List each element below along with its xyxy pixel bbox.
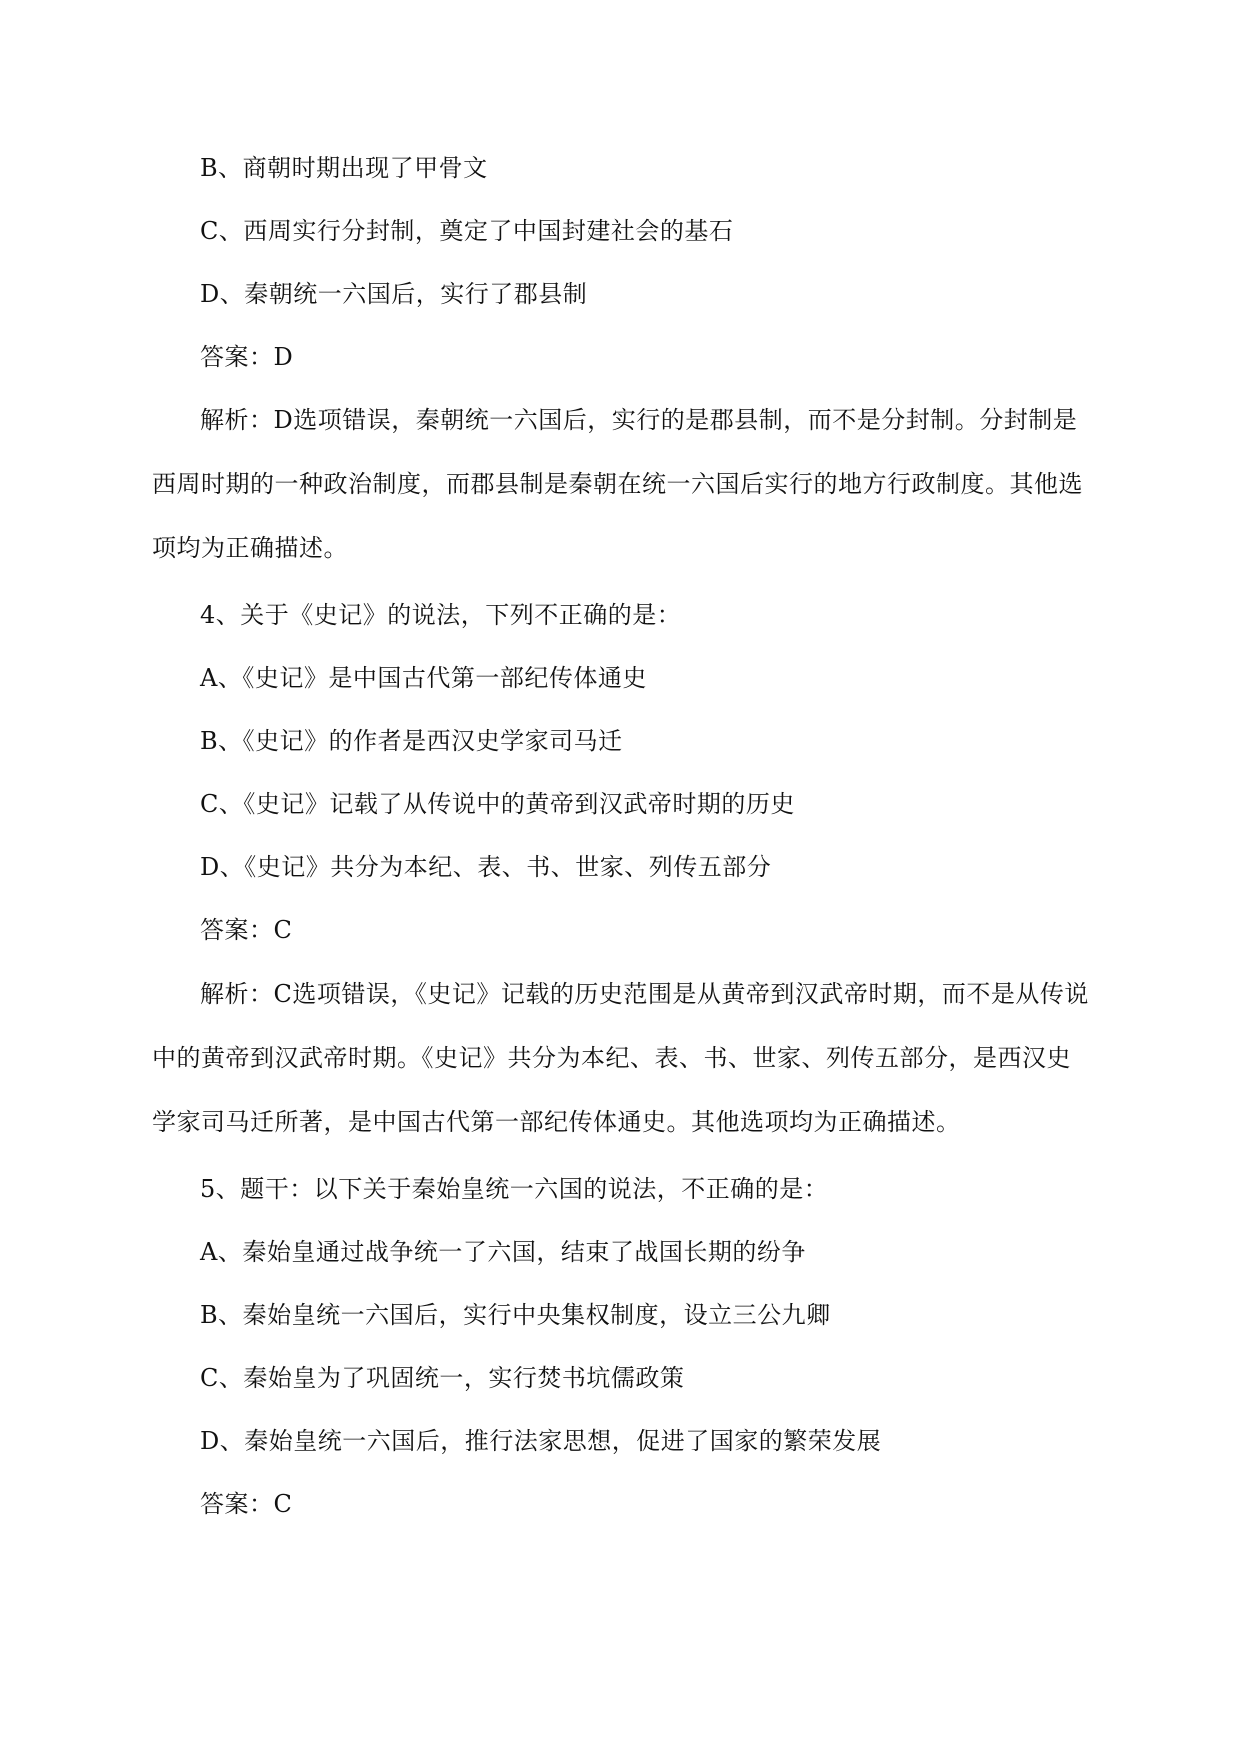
q3-option-d: D、秦朝统一六国后，实行了郡县制 <box>200 280 588 308</box>
q3-analysis: 解析：D选项错误，秦朝统一六国后，实行的是郡县制，而不是分封制。分封制是西周时期的一种政治制度，而郡县制是秦朝在统一六国后实行的地方行政制度。其他选项均为正确描述。 <box>152 406 1083 562</box>
q5-option-a: A、秦始皇通过战争统一了六国，结束了战国长期的纷争 <box>200 1238 806 1266</box>
q5-option-c: C、秦始皇为了巩固统一，实行焚书坑儒政策 <box>200 1364 685 1392</box>
q5-answer: 答案：C <box>200 1490 293 1518</box>
q3-option-c: C、西周实行分封制，奠定了中国封建社会的基石 <box>200 217 734 245</box>
q4-option-a: A、《史记》是中国古代第一部纪传体通史 <box>200 664 647 692</box>
q5-option-d: D、秦始皇统一六国后，推行法家思想，促进了国家的繁荣发展 <box>200 1427 882 1455</box>
q5-stem: 5、题干：以下关于秦始皇统一六国的说法，不正确的是： <box>200 1175 829 1203</box>
q5-option-b: B、秦始皇统一六国后，实行中央集权制度，设立三公九卿 <box>200 1301 831 1329</box>
q4-analysis: 解析：C选项错误，《史记》记载的历史范围是从黄帝到汉武帝时期，而不是从传说中的黄帝到汉武帝时期。《史记》共分为本纪、表、书、世家、列传五部分，是西汉史学家司马迁所著，是中国古代第一部纪传体通史。其他选项均为正确描述。 <box>152 980 1089 1136</box>
q4-option-b: B、《史记》的作者是西汉史学家司马迁 <box>200 727 623 755</box>
q4-option-d: D、《史记》共分为本纪、表、书、世家、列传五部分 <box>200 853 772 881</box>
q4-option-c: C、《史记》记载了从传说中的黄帝到汉武帝时期的历史 <box>200 790 795 818</box>
q3-answer: 答案：D <box>200 343 294 371</box>
q3-option-b: B、商朝时期出现了甲骨文 <box>200 154 488 182</box>
q4-stem: 4、关于《史记》的说法，下列不正确的是： <box>200 601 682 629</box>
q4-answer: 答案：C <box>200 916 293 944</box>
